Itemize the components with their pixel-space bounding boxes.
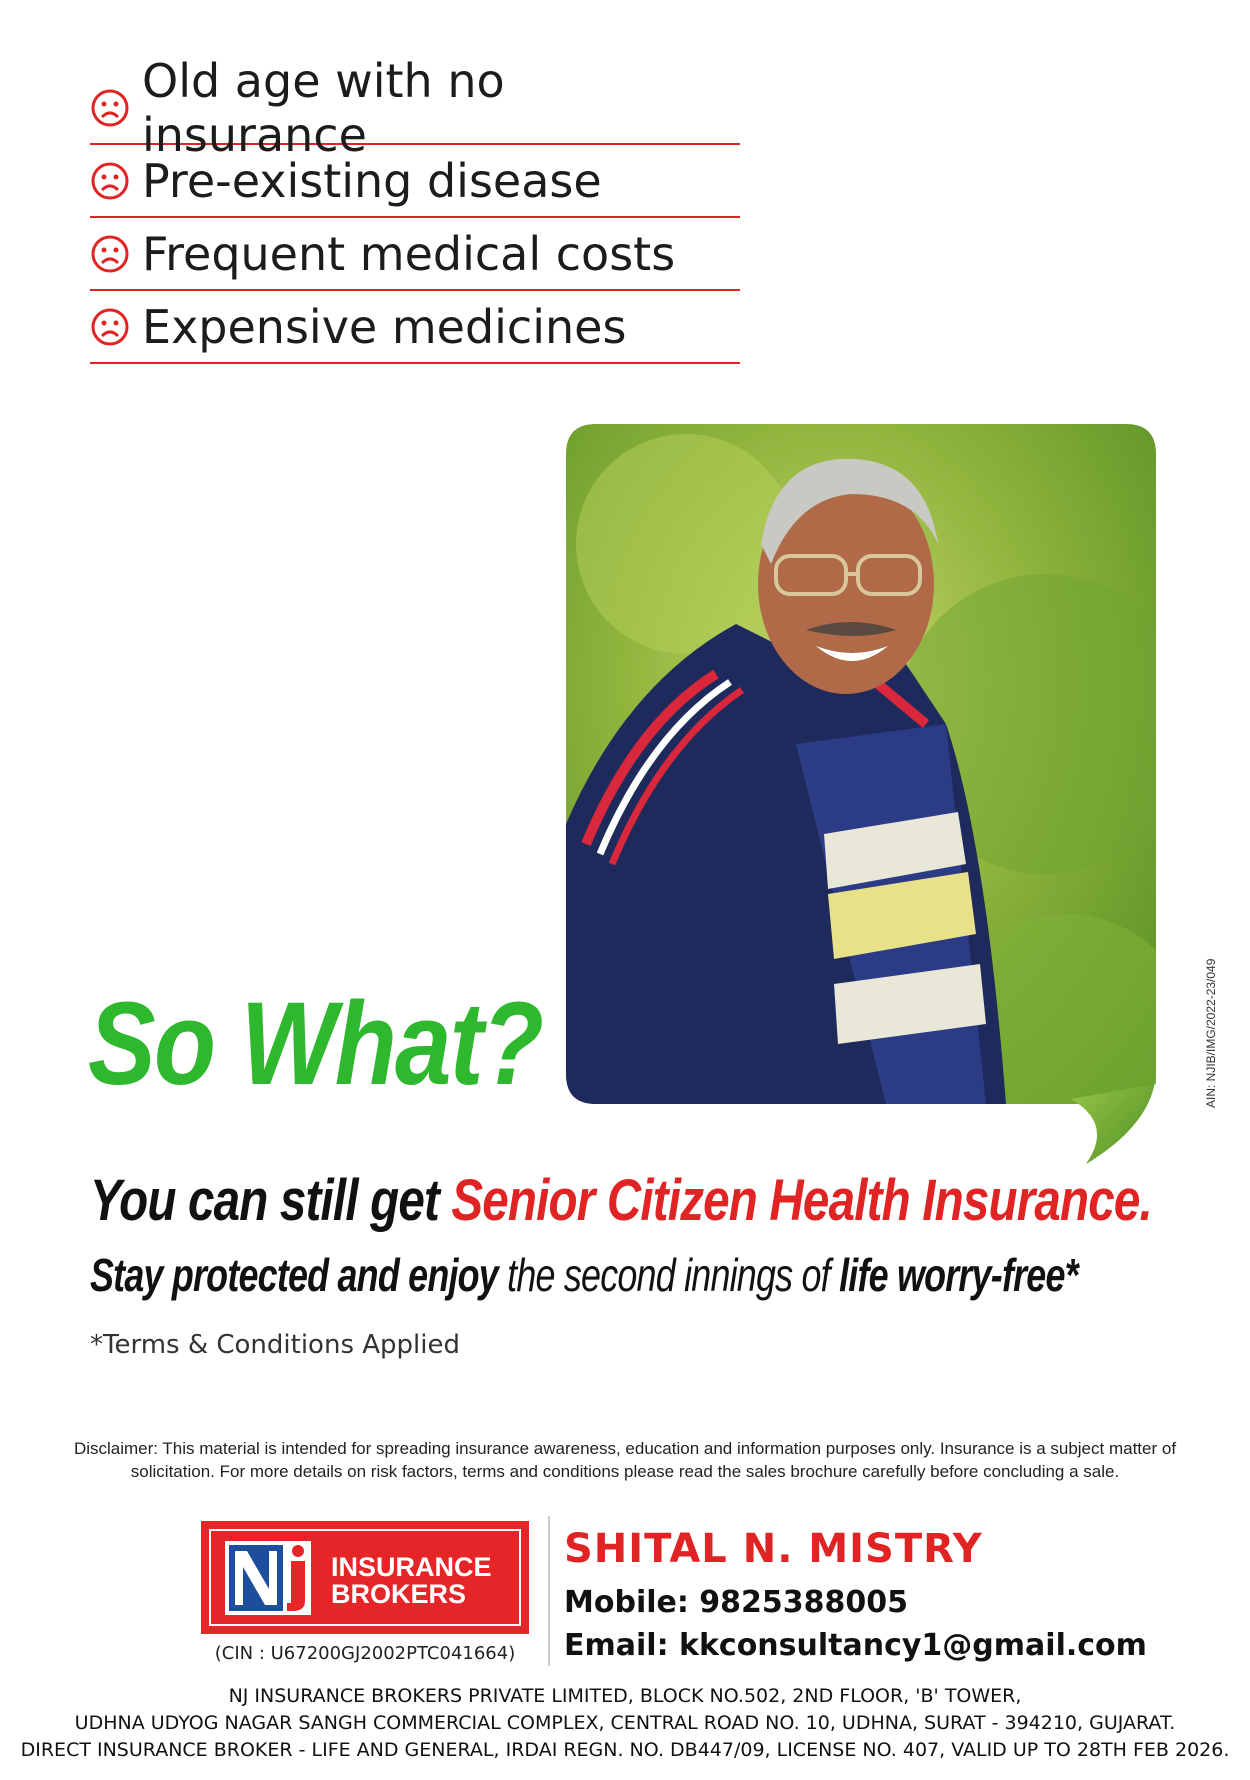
contact-mobile[interactable]: Mobile: 9825388005 [564,1585,909,1620]
worry-item [90,291,740,364]
ain-code: AIN: NJIB/IMG/2022-23/049 [1204,958,1218,1108]
company-address [0,1683,1250,1764]
logo-line2: BROKERS [331,1579,467,1609]
headline-lead: You can still get [90,1168,452,1233]
headline [90,1168,1152,1233]
logo-line1: INSURANCE [331,1552,492,1582]
worry-text: Pre-existing disease [142,153,602,208]
sad-face-icon [90,234,130,274]
subline [90,1249,1078,1301]
worry-text: Expensive medicines [142,299,627,354]
nj-logo-mark-icon [225,1539,313,1617]
senior-photo-bubble [566,424,1156,1164]
sad-face-icon [90,161,130,201]
address-line: UDHNA UDYOG NAGAR SANGH COMMERCIAL COMPLEX, CENTRAL ROAD NO. 10, UDHNA, SURAT - 394210, GUJARAT. [74,1712,1176,1734]
contact-name: SHITAL N. MISTRY [564,1526,983,1572]
subline-part3: life worry-free* [839,1249,1078,1301]
worry-item [90,53,740,162]
sad-face-icon [90,307,130,347]
headline-highlight: Senior Citizen Health Insurance. [451,1168,1152,1233]
worry-text: Old age with no insurance [142,53,505,162]
so-what-heading: So What? [88,978,543,1110]
worry-item [90,218,740,291]
address-line: NJ INSURANCE BROKERS PRIVATE LIMITED, BLOCK NO.502, 2ND FLOOR, 'B' TOWER, [228,1685,1022,1707]
cin-number: (CIN : U67200GJ2002PTC041664) [214,1643,516,1664]
address-line: DIRECT INSURANCE BROKER - LIFE AND GENERAL, IRDAI REGN. NO. DB447/09, LICENSE NO. 407, VALID UP TO 28TH FEB 2026. [20,1739,1230,1761]
logo-text [331,1554,492,1608]
disclaimer: Disclaimer: This material is intended for spreading insurance awareness, education and information purposes only. Insurance is a subject matter of solicitation. For more details on risk factors, terms and conditions please read the sales brochure carefully before concluding a sale. [73,1439,1177,1481]
senior-man-photo [566,424,1156,1164]
worry-text: Frequent medical costs [142,226,676,281]
terms-note: *Terms & Conditions Applied [90,1330,460,1360]
subline-part1: Stay protected and enjoy [90,1249,498,1301]
subline-part2: the second innings of [497,1249,840,1301]
contact-email[interactable]: Email: kkconsultancy1@gmail.com [564,1628,1147,1663]
sad-face-icon [90,88,130,128]
nj-insurance-brokers-logo [201,1521,529,1634]
worry-list [90,53,740,364]
contact-divider [548,1516,550,1666]
